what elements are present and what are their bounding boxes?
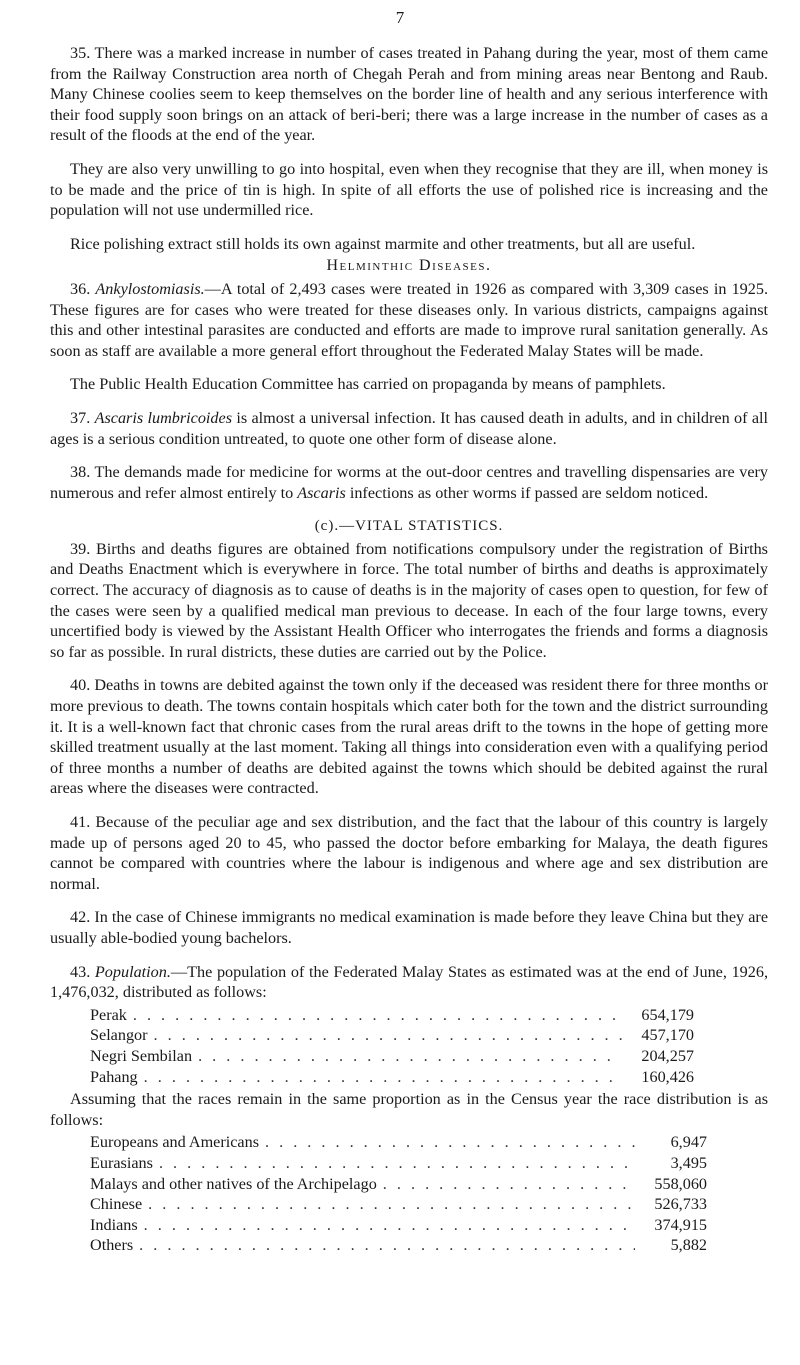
race-name: Malays and other natives of the Archipelago [90, 1174, 377, 1193]
paragraph-43-race-distribution: Assuming that the races remain in the same proportion as in the Census year the race distribution is as follows: [50, 1090, 768, 1129]
race-population: 558,060 [654, 1174, 707, 1193]
paragraph-text: —A total of 2,493 cases were treated in 1926 as compared with 3,309 cases in 1925. These figures are for cases who were treated for these diseases only. In various districts, campaigns against this and other intestinal parasites are conducted and efforts are made to improve rural sanitation generally. As soon as staff are available a more general effort throughout the Federated Malay States will be made. [50, 279, 769, 360]
race-population: 5,882 [670, 1236, 707, 1255]
leader-dots [154, 1025, 622, 1046]
state-population: 457,170 [641, 1026, 694, 1045]
state-name: Negri Sembilan [90, 1046, 193, 1065]
section-heading-helminthic: Helminthic Diseases. [326, 257, 492, 275]
race-population: 6,947 [670, 1133, 707, 1152]
leader-dots [144, 1215, 635, 1236]
state-name: Perak [90, 1005, 127, 1024]
leader-dots [133, 1005, 622, 1026]
table-row [90, 1046, 694, 1067]
table-row [90, 1174, 707, 1195]
state-name: Pahang [90, 1067, 138, 1086]
paragraph-43 [50, 962, 768, 1003]
race-population: 3,495 [670, 1153, 707, 1172]
paragraph-38 [50, 462, 768, 503]
leader-dots [265, 1132, 635, 1153]
paragraph-39: 39. Births and deaths figures are obtained from notifications compulsory under the registration of Births and Deaths Enactment which is everywhere in force. The total number of births and deaths is approximately correct. The accuracy of diagnosis as to cause of deaths is in the majority of cases open to question, for few of the cases were seen by a qualified medical man previous to decease. In each of the four large towns, every uncertified body is viewed by the Assistant Health Officer who interrogates the friends and forms a diagnosis so far as possible. In rural districts, these duties are carried out by the Police. [50, 539, 768, 661]
page-body [50, 43, 768, 1258]
section-heading-vital-statistics: (c).—VITAL STATISTICS. [314, 518, 504, 535]
state-population: 204,257 [641, 1046, 694, 1065]
paragraph-text: is almost a universal infection. It has caused death in adults, and in children of all ages is a serious condition untreated, to quote one other form of disease alone. [50, 408, 769, 448]
state-population: 654,179 [641, 1005, 694, 1024]
leader-dots [159, 1153, 635, 1174]
section-term: Population. [94, 962, 171, 981]
paragraph-number: 37. [70, 408, 91, 427]
leader-dots [139, 1235, 635, 1256]
paragraph-37 [50, 408, 768, 449]
table-row [90, 1132, 707, 1153]
paragraph-36 [50, 279, 768, 361]
race-name: Indians [90, 1215, 138, 1234]
paragraph-text-end: infections as other worms if passed are seldom noticed. [349, 483, 709, 502]
paragraph-number: 43. [70, 962, 91, 981]
disease-term: Ankylostomiasis. [95, 279, 205, 298]
paragraph-text: 38. The demands made for medicine for worms at the out-door centres and travelling dispensaries are very numerous and refer almost entirely to [50, 463, 768, 502]
race-name: Europeans and Americans [90, 1133, 260, 1152]
paragraph-42: 42. In the case of Chinese immigrants no medical examination is made before they leave China but they are usually able-bodied young bachelors. [50, 908, 768, 947]
table-row [90, 1067, 694, 1088]
race-population: 374,915 [654, 1215, 707, 1234]
population-by-state-table [50, 1005, 694, 1087]
paragraph-36-propaganda: The Public Health Education Committee has carried on propaganda by means of pamphlets. [70, 375, 666, 394]
table-row [90, 1005, 694, 1026]
disease-term: Ascaris lumbricoides [94, 408, 233, 427]
race-name: Others [90, 1236, 134, 1255]
race-name: Chinese [90, 1195, 143, 1214]
page-number: 7 [395, 8, 405, 27]
disease-term: Ascaris [297, 483, 346, 502]
paragraph-41: 41. Because of the peculiar age and sex distribution, and the fact that the labour of this country is largely made up of persons aged 20 to 45, who passed the doctor before embarking for Malaya, the death figures cannot be compared with countries where the labour is indigenous and where age and sex distribution are normal. [50, 813, 768, 893]
paragraph-35-continued: They are also very unwilling to go into hospital, even when they recognise that they are ill, when money is to be made and the price of tin is high. In spite of all efforts the use of polished rice is increasing and the population will not use undermilled rice. [50, 159, 768, 220]
paragraph-40: 40. Deaths in towns are debited against the town only if the deceased was resident there for three months or more previous to death. The towns contain hospitals which cater both for the town and the district surrounding it. It is a well-known fact that chronic cases from the rural areas drift to the towns in the hope of getting more skilled treatment usually at the last moment. Taking all things into consideration even with a qualifying period of three months a number of deaths are debited against the towns which should be debited against the rural areas where the diseases were contracted. [50, 676, 768, 798]
leader-dots [148, 1194, 635, 1215]
table-row [90, 1025, 694, 1046]
population-by-race-table [50, 1132, 707, 1256]
paragraph-number: 36. [70, 279, 91, 298]
leader-dots [198, 1046, 622, 1067]
race-population: 526,733 [654, 1195, 707, 1214]
table-row [90, 1235, 707, 1256]
paragraph-35: 35. There was a marked increase in number of cases treated in Pahang during the year, most of them came from the Railway Construction area north of Chegah Perah and from mining areas near Bentong and Raub. Many Chinese coolies seem to keep themselves on the border line of health and any serious interference with their food supply soon brings on an attack of beri-beri; there was a large increase in the number of cases as a result of the floods at the end of the year. [50, 44, 768, 145]
state-name: Selangor [90, 1026, 148, 1045]
leader-dots [383, 1174, 635, 1195]
table-row [90, 1153, 707, 1174]
paragraph-35-rice-polishing: Rice polishing extract still holds its own against marmite and other treatments, but all are useful. [70, 234, 696, 253]
leader-dots [144, 1067, 622, 1088]
race-name: Eurasians [90, 1153, 153, 1172]
table-row [90, 1215, 707, 1236]
state-population: 160,426 [641, 1067, 694, 1086]
paragraph-text: —The population of the Federated Malay States as estimated was at the end of June, 1926, 1,476,032, distributed as follows: [50, 962, 768, 1002]
table-row [90, 1194, 707, 1215]
